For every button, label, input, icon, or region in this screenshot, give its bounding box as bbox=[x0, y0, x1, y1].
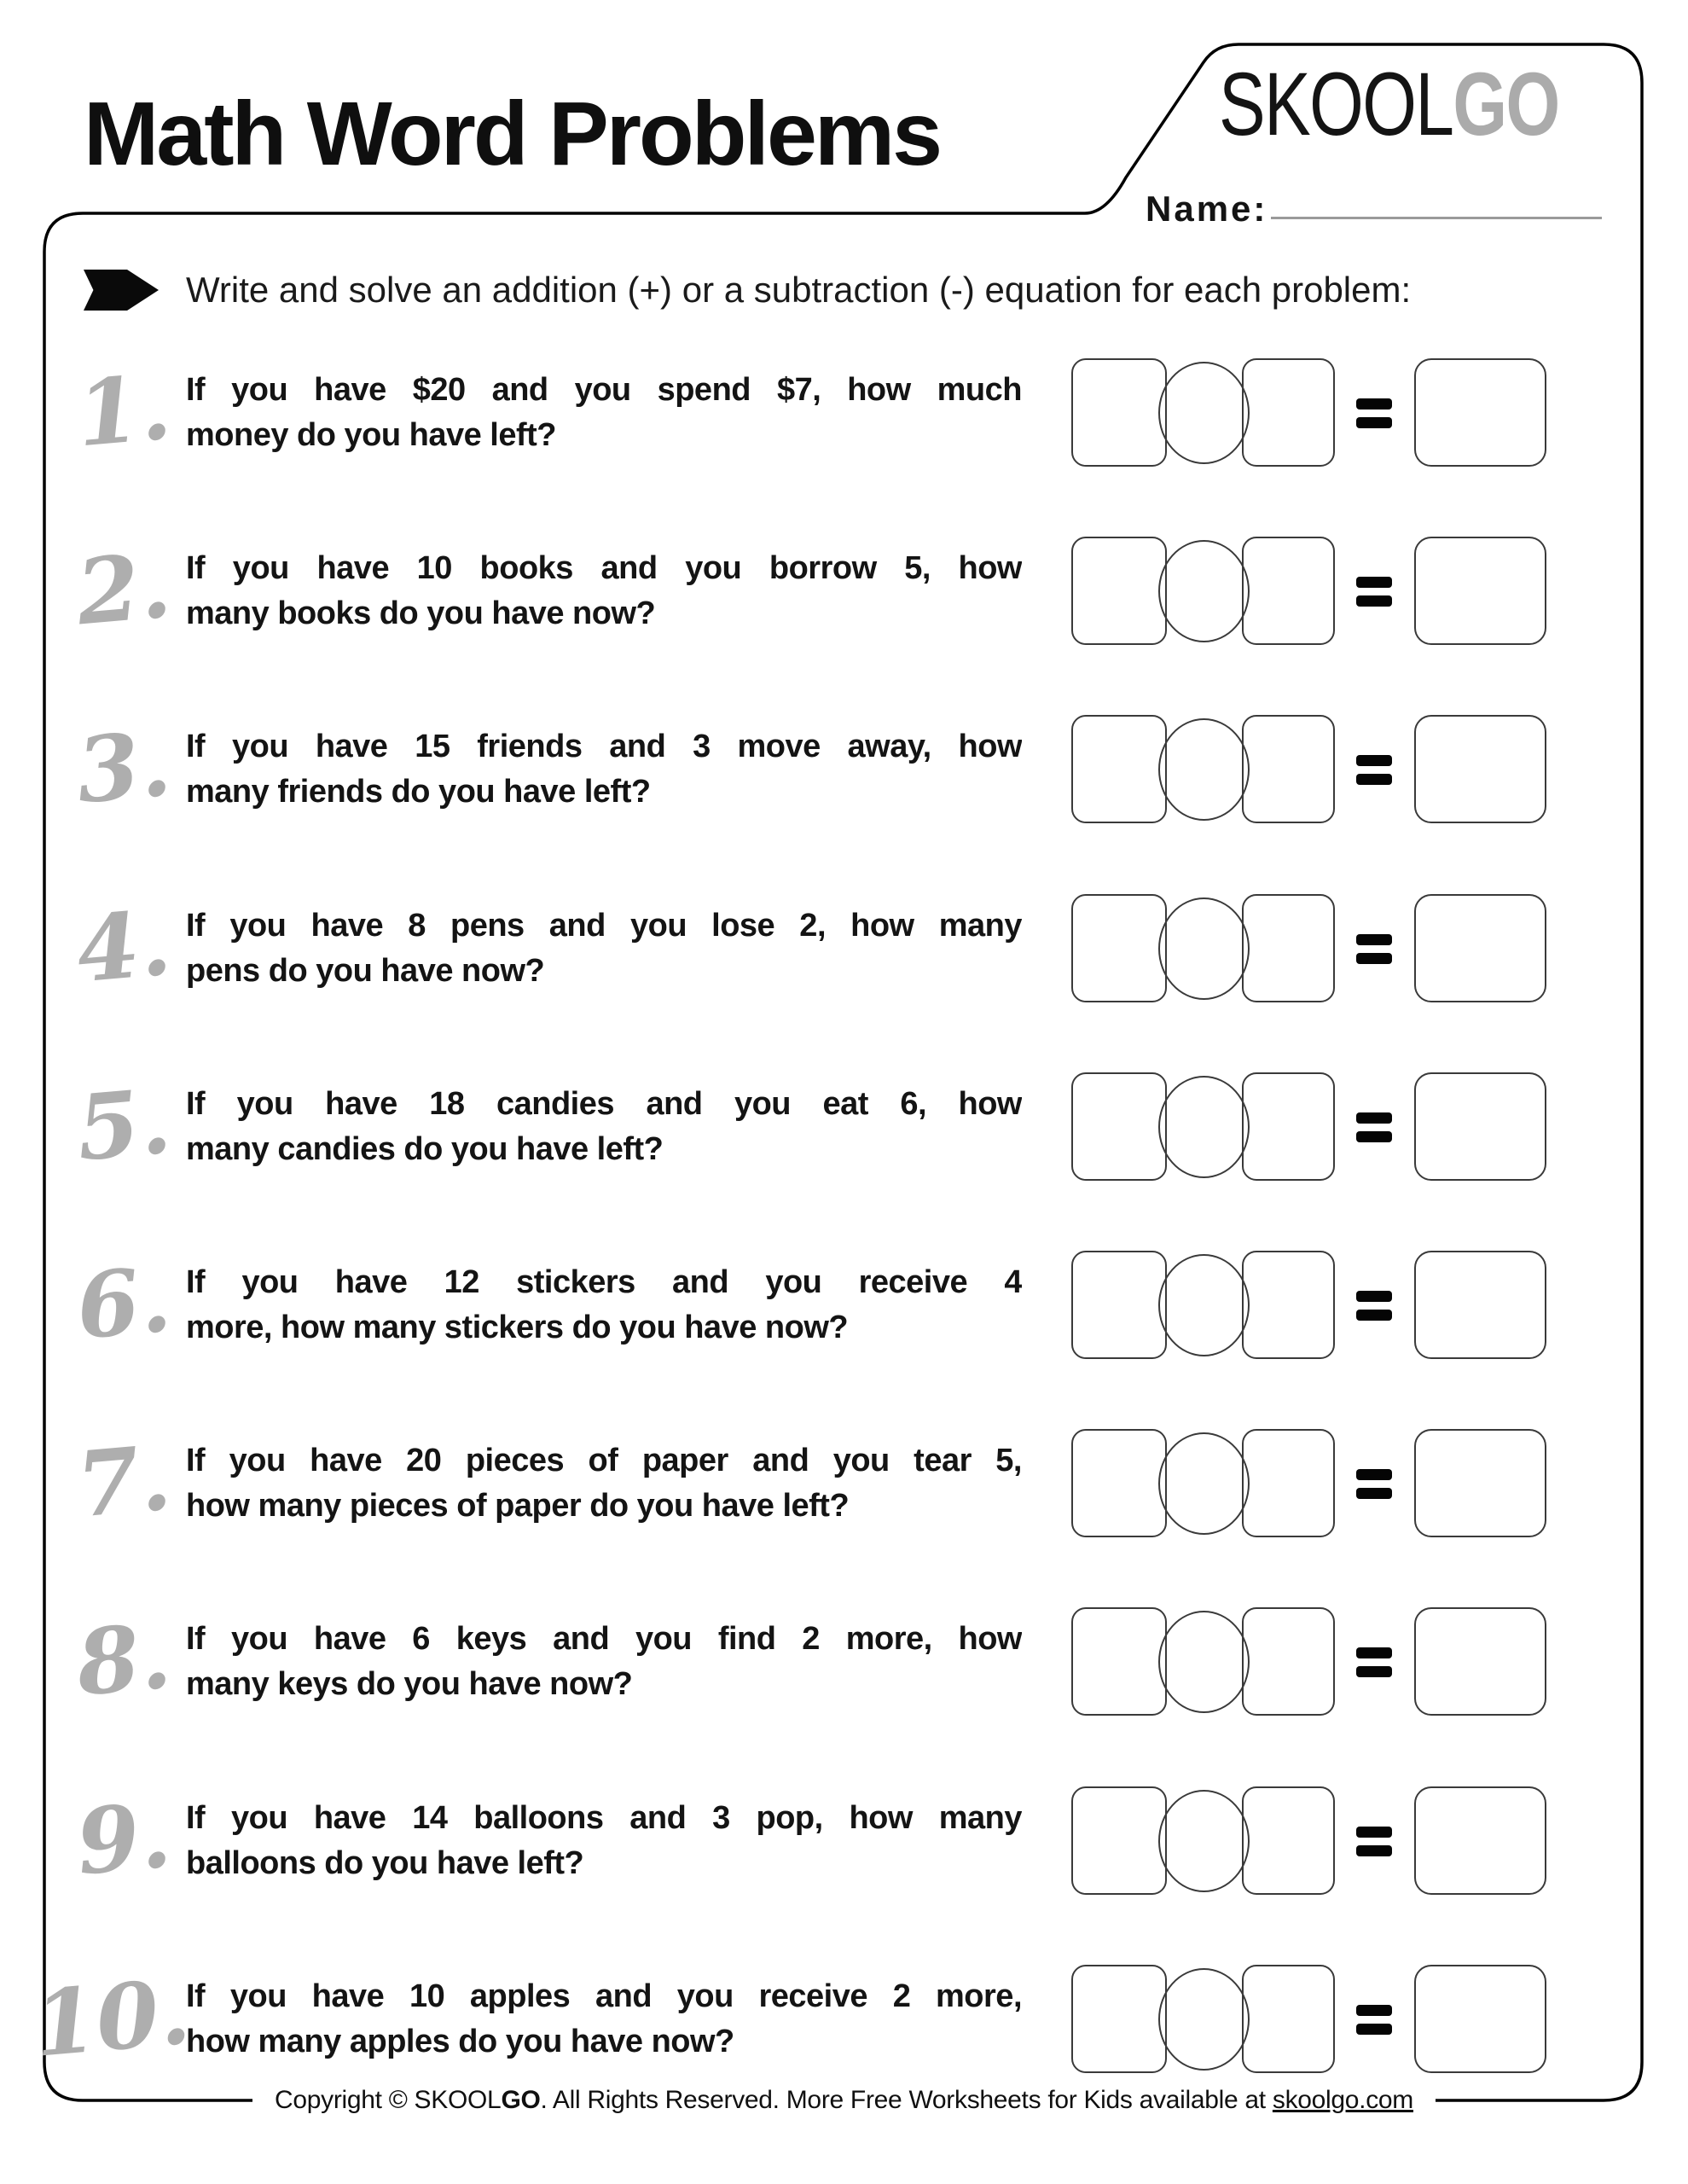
operand-box-first[interactable] bbox=[1071, 894, 1167, 1002]
answer-box[interactable] bbox=[1414, 1786, 1546, 1895]
problem-text-line2: how many pieces of paper do you have left? bbox=[186, 1488, 850, 1524]
problem-number: 6. bbox=[73, 1246, 176, 1360]
problem-text bbox=[186, 1617, 1022, 1707]
equals-sign bbox=[1356, 1112, 1392, 1142]
operand-box-first[interactable] bbox=[1071, 358, 1167, 467]
problem-text-line1: If you have 10 books and you borrow 5, how bbox=[186, 550, 1022, 586]
answer-box[interactable] bbox=[1414, 537, 1546, 645]
equals-sign bbox=[1356, 1647, 1392, 1677]
problem-number: 5. bbox=[73, 1067, 176, 1182]
operator-circle[interactable] bbox=[1158, 1790, 1250, 1892]
answer-box[interactable] bbox=[1414, 1965, 1546, 2073]
answer-box[interactable] bbox=[1414, 1607, 1546, 1716]
name-input-line[interactable] bbox=[1271, 217, 1602, 219]
operator-circle[interactable] bbox=[1158, 362, 1250, 464]
problem-text bbox=[186, 724, 1022, 815]
problem-row bbox=[0, 502, 1688, 681]
operand-box-second[interactable] bbox=[1242, 537, 1335, 645]
operator-circle[interactable] bbox=[1158, 540, 1250, 642]
operator-circle[interactable] bbox=[1158, 1254, 1250, 1356]
name-label: Name: bbox=[1146, 189, 1268, 229]
operand-box-second[interactable] bbox=[1242, 1607, 1335, 1716]
footer-text bbox=[252, 2082, 1436, 2119]
problem-text-line1: If you have 15 friends and 3 move away, how bbox=[186, 729, 1022, 764]
operand-box-first[interactable] bbox=[1071, 1965, 1167, 2073]
problem-text bbox=[186, 368, 1022, 458]
problem-text-line2: many books do you have now? bbox=[186, 595, 656, 631]
problem-text-line1: If you have 18 candies and you eat 6, how bbox=[186, 1086, 1022, 1122]
problem-text-line2: how many apples do you have now? bbox=[186, 2024, 734, 2059]
operand-box-second[interactable] bbox=[1242, 894, 1335, 1002]
problem-text bbox=[186, 1796, 1022, 1886]
problem-text-line2: pens do you have now? bbox=[186, 953, 545, 989]
equals-sign bbox=[1356, 577, 1392, 607]
answer-box[interactable] bbox=[1414, 894, 1546, 1002]
problem-text-line2: money do you have left? bbox=[186, 417, 557, 453]
answer-box[interactable] bbox=[1414, 358, 1546, 467]
operand-box-first[interactable] bbox=[1071, 1072, 1167, 1181]
answer-box[interactable] bbox=[1414, 715, 1546, 823]
operand-box-first[interactable] bbox=[1071, 1607, 1167, 1716]
problem-text-line1: If you have 8 pens and you lose 2, how many bbox=[186, 908, 1022, 944]
problem-text bbox=[186, 1082, 1022, 1172]
answer-box[interactable] bbox=[1414, 1072, 1546, 1181]
instruction-text: Write and solve an addition (+) or a subtraction (-) equation for each problem: bbox=[186, 270, 1412, 310]
operand-box-second[interactable] bbox=[1242, 1251, 1335, 1359]
logo-text-skool: SKOOL bbox=[1219, 55, 1453, 154]
problem-number: 8. bbox=[73, 1602, 176, 1716]
problem-text-line1: If you have 20 pieces of paper and you tear 5, bbox=[186, 1443, 1022, 1478]
problem-text-line2: balloons do you have left? bbox=[186, 1845, 584, 1881]
problem-text-line1: If you have 10 apples and you receive 2 more, bbox=[186, 1978, 1022, 2014]
problem-text bbox=[186, 546, 1022, 636]
operator-circle[interactable] bbox=[1158, 897, 1250, 1000]
operand-box-second[interactable] bbox=[1242, 1786, 1335, 1895]
problem-text-line2: many candies do you have left? bbox=[186, 1131, 664, 1167]
problem-text bbox=[186, 903, 1022, 994]
footer-site-link[interactable]: skoolgo.com bbox=[1272, 2086, 1413, 2114]
equals-sign bbox=[1356, 934, 1392, 964]
footer-copyright: Copyright © SKOOL bbox=[274, 2086, 502, 2114]
problem-text bbox=[186, 1974, 1022, 2065]
footer bbox=[0, 2082, 1688, 2119]
operand-box-second[interactable] bbox=[1242, 1072, 1335, 1181]
operand-box-second[interactable] bbox=[1242, 1965, 1335, 2073]
operand-box-first[interactable] bbox=[1071, 537, 1167, 645]
answer-box[interactable] bbox=[1414, 1429, 1546, 1537]
problem-text bbox=[186, 1438, 1022, 1529]
operand-box-first[interactable] bbox=[1071, 715, 1167, 823]
operator-circle[interactable] bbox=[1158, 1968, 1250, 2071]
problem-text-line2: many keys do you have now? bbox=[186, 1666, 633, 1702]
operand-box-first[interactable] bbox=[1071, 1251, 1167, 1359]
operand-box-second[interactable] bbox=[1242, 358, 1335, 467]
page-title: Math Word Problems bbox=[84, 84, 941, 184]
problem-number: 7. bbox=[73, 1424, 176, 1538]
problem-number: 9. bbox=[73, 1781, 176, 1896]
problem-text-line1: If you have 6 keys and you find 2 more, how bbox=[186, 1621, 1022, 1657]
operand-box-second[interactable] bbox=[1242, 715, 1335, 823]
problem-row bbox=[0, 1751, 1688, 1931]
problem-number: 10. bbox=[29, 1958, 194, 2077]
problem-text-line2: many friends do you have left? bbox=[186, 774, 651, 810]
operator-circle[interactable] bbox=[1158, 1076, 1250, 1178]
operand-box-second[interactable] bbox=[1242, 1429, 1335, 1537]
logo-text-go: GO bbox=[1453, 55, 1559, 154]
problem-text-line1: If you have 12 stickers and you receive 4 bbox=[186, 1264, 1022, 1300]
operand-box-first[interactable] bbox=[1071, 1786, 1167, 1895]
problem-row bbox=[0, 859, 1688, 1038]
operator-circle[interactable] bbox=[1158, 718, 1250, 821]
operand-box-first[interactable] bbox=[1071, 1429, 1167, 1537]
problem-text bbox=[186, 1260, 1022, 1350]
problem-row bbox=[0, 1037, 1688, 1217]
equals-sign bbox=[1356, 398, 1392, 428]
equals-sign bbox=[1356, 2005, 1392, 2035]
problem-number: 1. bbox=[73, 353, 176, 468]
problem-row bbox=[0, 1394, 1688, 1573]
problem-text-line2: more, how many stickers do you have now? bbox=[186, 1310, 849, 1345]
equals-sign bbox=[1356, 755, 1392, 785]
operator-circle[interactable] bbox=[1158, 1432, 1250, 1535]
problem-row bbox=[0, 1572, 1688, 1751]
problem-row bbox=[0, 323, 1688, 502]
problem-text-line1: If you have 14 balloons and 3 pop, how many bbox=[186, 1800, 1022, 1836]
problem-number: 2. bbox=[73, 531, 176, 646]
answer-box[interactable] bbox=[1414, 1251, 1546, 1359]
operator-circle[interactable] bbox=[1158, 1611, 1250, 1713]
equals-sign bbox=[1356, 1827, 1392, 1856]
problem-row bbox=[0, 1216, 1688, 1395]
problem-text-line1: If you have $20 and you spend $7, how much bbox=[186, 372, 1022, 408]
skoolgo-logo bbox=[1219, 55, 1559, 154]
problem-number: 3. bbox=[73, 710, 176, 824]
problem-row bbox=[0, 680, 1688, 859]
footer-go: GO bbox=[501, 2086, 541, 2114]
footer-mid: . All Rights Reserved. More Free Worksheets for Kids available at bbox=[540, 2086, 1273, 2114]
problem-number: 4. bbox=[73, 889, 176, 1003]
equals-sign bbox=[1356, 1291, 1392, 1321]
equals-sign bbox=[1356, 1469, 1392, 1499]
